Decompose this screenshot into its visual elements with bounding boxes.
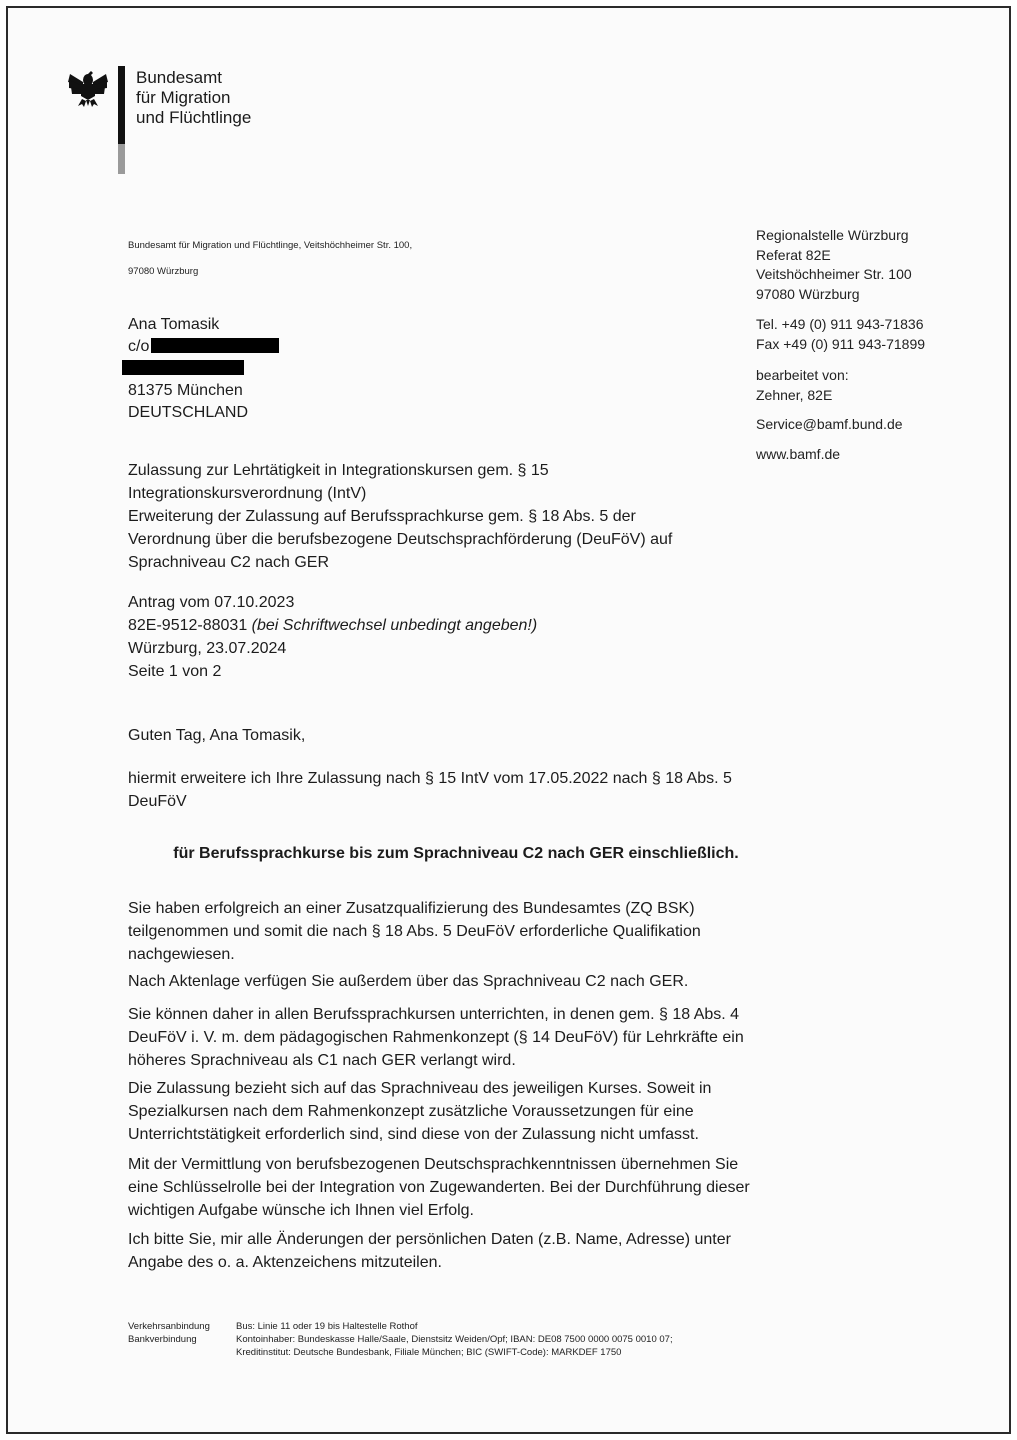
office-line: Veitshöchheimer Str. 100 — [756, 266, 912, 282]
highlight-statement: für Berufssprachkurse bis zum Sprachniveau C2 nach GER einschließlich. — [173, 845, 739, 862]
text-line: Unterrichtstätigkeit erforderlich sind, sind diese von der Zulassung nicht umfasst. — [128, 1126, 699, 1143]
text-line: DeuFöV i. V. m. dem pädagogischen Rahmenkonzept (§ 14 DeuFöV) für Lehrkräfte ein — [128, 1029, 744, 1046]
sender-city: 97080 Würzburg — [128, 266, 199, 277]
logo-line: für Migration — [136, 88, 231, 107]
processed-by: Zehner, 82E — [756, 387, 833, 403]
text-line: höheres Sprachniveau als C1 nach GER verlangt wird. — [128, 1052, 516, 1069]
text-line: wichtigen Aufgabe wünsche ich Ihnen viel Erfolg. — [128, 1202, 474, 1219]
bank-value-line2: Kreditinstitut: Deutsche Bundesbank, Filiale München; BIC (SWIFT-Code): MARKDEF 1750 — [236, 1347, 622, 1358]
office-address — [756, 226, 912, 304]
text-line: hiermit erweitere ich Ihre Zulassung nach § 15 IntV vom 17.05.2022 nach § 18 Abs. 5 — [128, 770, 732, 787]
footer — [128, 1320, 673, 1359]
office-line: Referat 82E — [756, 246, 831, 263]
office-line: Regionalstelle Würzburg — [756, 227, 909, 243]
bank-label: Bankverbindung — [128, 1334, 197, 1345]
subject-line: Sprachniveau C2 nach GER — [128, 554, 329, 571]
text-line: Angabe des o. a. Aktenzeichens mitzuteilen. — [128, 1254, 442, 1271]
sender-line: Bundesamt für Migration und Flüchtlinge, Veitshöchheimer Str. 100, — [128, 240, 413, 251]
bank-value-line1: Kontoinhaber: Bundeskasse Halle/Saale, Dienstsitz Weiden/Opf; IBAN: DE08 7500 0000 0075 0010 07; — [236, 1334, 673, 1345]
reference-note: (bei Schriftwechsel unbedingt angeben!) — [251, 617, 538, 634]
agency-logo-text — [136, 68, 251, 128]
redaction-bar — [151, 338, 279, 353]
subject — [128, 459, 748, 574]
letter-meta — [128, 591, 537, 683]
paragraph-qualification — [128, 897, 788, 966]
subject-line: Integrationskursverordnung (IntV) — [128, 485, 367, 502]
text-line: teilgenommen und somit die nach § 18 Abs. 5 DeuFöV erforderliche Qualifikation — [128, 923, 701, 940]
transport-value: Bus: Linie 11 oder 19 bis Haltestelle Rothof — [236, 1321, 418, 1332]
footer-spacer — [128, 1346, 236, 1359]
place-date: Würzburg, 23.07.2024 — [128, 640, 287, 657]
text-line: Ich bitte Sie, mir alle Änderungen der persönlichen Daten (z.B. Name, Adresse) unter — [128, 1231, 731, 1248]
footer-table — [128, 1320, 673, 1359]
recipient-name: Ana Tomasik — [128, 316, 220, 333]
intro-paragraph — [128, 767, 788, 813]
recipient-city: 81375 München — [128, 382, 243, 399]
paragraph-teaching-scope — [128, 1003, 788, 1072]
reference-number: 82E-9512-88031 — [128, 617, 248, 634]
transport-label: Verkehrsanbindung — [128, 1321, 210, 1332]
office-email[interactable]: Service@bamf.bund.de — [756, 416, 903, 432]
logo-line: und Flüchtlinge — [136, 108, 252, 127]
application-date: Antrag vom 07.10.2023 — [128, 594, 295, 611]
recipient-co: c/o — [128, 338, 150, 355]
text-line: eine Schlüsselrolle bei der Integration von Zugewanderten. Bei der Durchführung dieser — [128, 1179, 750, 1196]
text-line: DeuFöV — [128, 793, 187, 810]
office-line: 97080 Würzburg — [756, 285, 860, 302]
page-number: Seite 1 von 2 — [128, 663, 222, 680]
federal-eagle-icon — [66, 66, 110, 110]
brand-bar — [118, 66, 125, 174]
logo-line: Bundesamt — [136, 68, 222, 87]
office-tel: Tel. +49 (0) 911 943-71836 — [756, 316, 924, 332]
paragraph-changes — [128, 1228, 788, 1274]
subject-line: Erweiterung der Zulassung auf Berufssprachkurse gem. § 18 Abs. 5 der — [128, 508, 636, 525]
recipient-co-line — [128, 336, 279, 358]
text-line: Sie haben erfolgreich an einer Zusatzqualifizierung des Bundesamtes (ZQ BSK) — [128, 900, 695, 917]
subject-line: Verordnung über die berufsbezogene Deutschsprachförderung (DeuFöV) auf — [128, 531, 673, 548]
redaction-bar — [122, 360, 244, 375]
processed-label: bearbeitet von: — [756, 367, 849, 383]
paragraph-language-level — [128, 970, 788, 993]
paragraph-role — [128, 1153, 788, 1222]
text-line: Spezialkursen nach dem Rahmenkonzept zusätzliche Voraussetzungen für eine — [128, 1103, 694, 1120]
recipient-street-line — [128, 358, 279, 380]
paragraph-course-level — [128, 1077, 788, 1146]
recipient-address — [128, 314, 279, 424]
text-line: Sie können daher in allen Berufssprachkursen unterrichten, in denen gem. § 18 Abs. 4 — [128, 1006, 740, 1023]
office-website[interactable]: www.bamf.de — [756, 446, 841, 462]
text-line: Mit der Vermittlung von berufsbezogenen Deutschsprachkenntnissen übernehmen Sie — [128, 1156, 739, 1173]
office-fax: Fax +49 (0) 911 943-71899 — [756, 336, 926, 352]
text-line: nachgewiesen. — [128, 946, 235, 963]
recipient-country: DEUTSCHLAND — [128, 404, 249, 421]
subject-line: Zulassung zur Lehrtätigkeit in Integrationskursen gem. § 15 — [128, 462, 549, 479]
reference-line — [128, 614, 537, 637]
text-line: Die Zulassung bezieht sich auf das Sprachniveau des jeweiligen Kurses. Soweit in — [128, 1080, 712, 1097]
text-line: Nach Aktenlage verfügen Sie außerdem über das Sprachniveau C2 nach GER. — [128, 973, 689, 990]
letter-page — [6, 6, 1011, 1434]
greeting: Guten Tag, Ana Tomasik, — [128, 727, 306, 744]
